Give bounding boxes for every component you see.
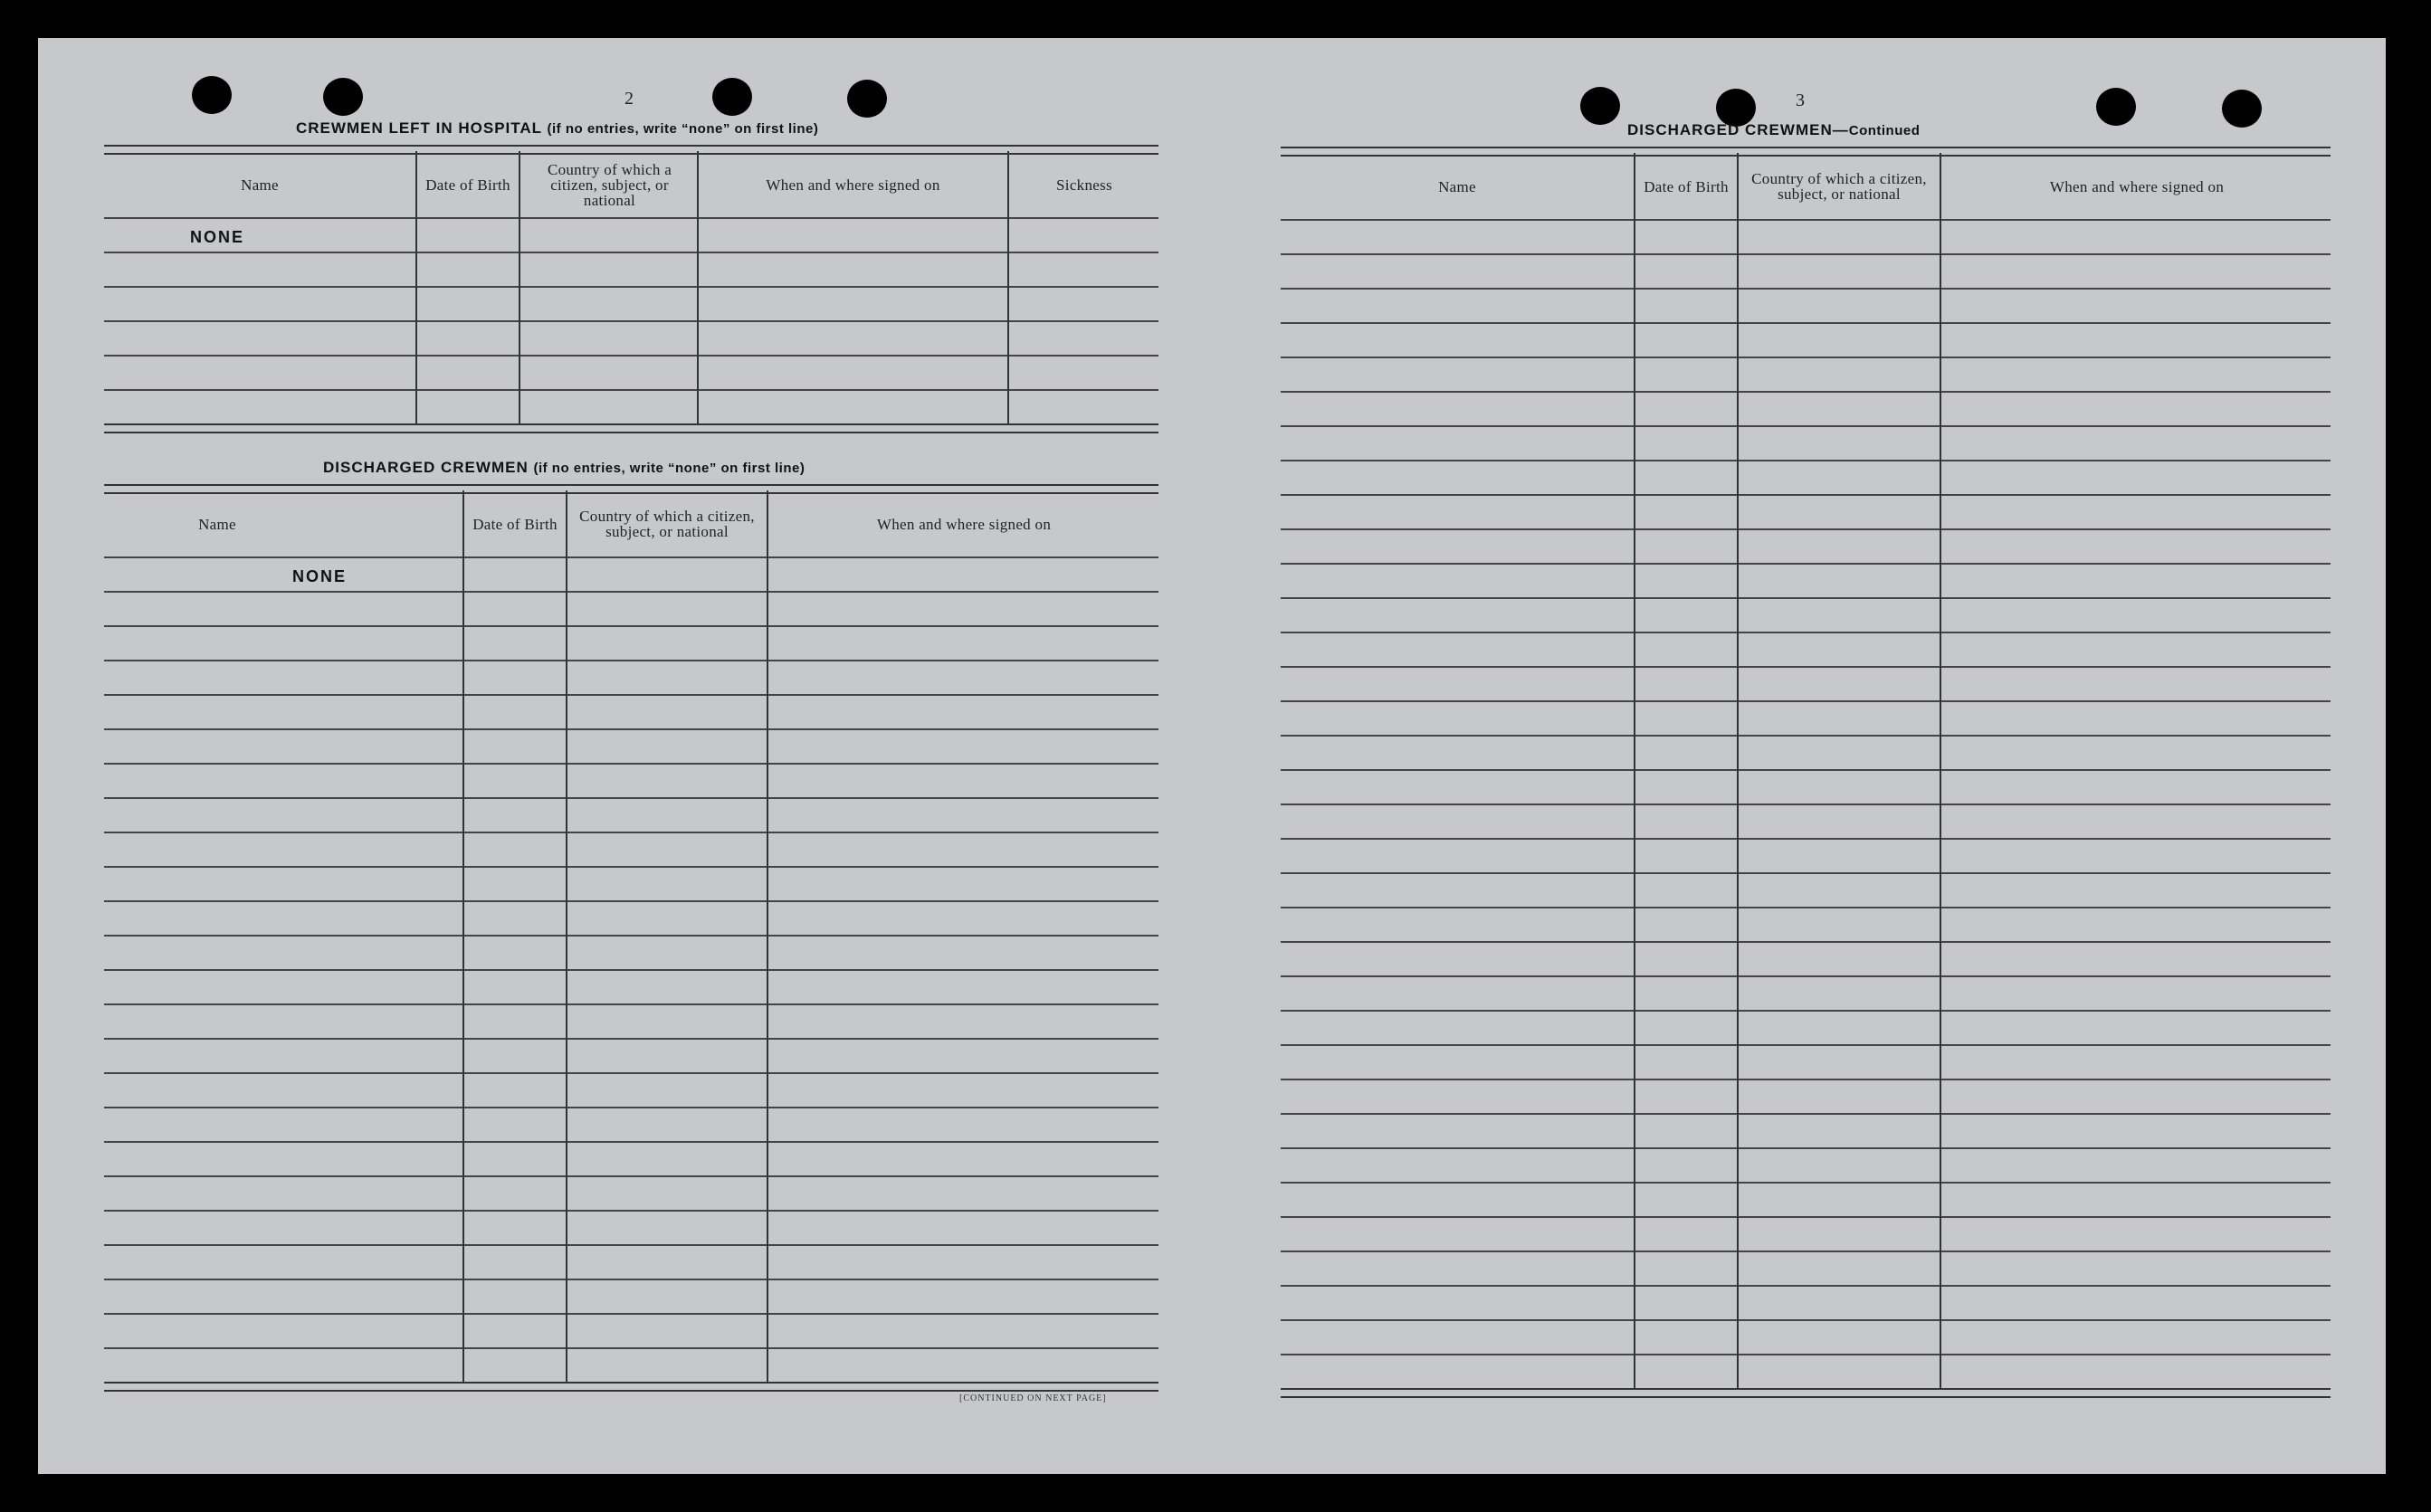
right-title-text: DISCHARGED CREWMEN— bbox=[1627, 121, 1849, 138]
punch-hole bbox=[712, 78, 752, 116]
hospital-entry-none: NONE bbox=[190, 228, 245, 246]
punch-hole bbox=[323, 78, 363, 116]
hospital-section-title bbox=[296, 119, 818, 138]
right-page bbox=[1229, 38, 2386, 1474]
discharged-title-text: DISCHARGED CREWMEN bbox=[323, 459, 529, 476]
col-header-name: Name bbox=[1438, 177, 1476, 195]
punch-hole bbox=[2096, 88, 2136, 126]
col-header-dob: Date of Birth bbox=[425, 176, 510, 194]
page-number: 3 bbox=[1796, 90, 1805, 110]
col-header-country: Country of which a citizen, subject, or national bbox=[1751, 170, 1927, 203]
discharged-continued-table bbox=[1281, 147, 2331, 1431]
continued-note: [CONTINUED ON NEXT PAGE] bbox=[959, 1393, 1107, 1403]
col-header-signed: When and where signed on bbox=[876, 515, 1052, 533]
discharged-title-instruction: (if no entries, write “none” on first line) bbox=[533, 461, 806, 476]
punch-hole bbox=[2222, 90, 2262, 128]
discharged-section-title bbox=[323, 459, 805, 477]
punch-hole bbox=[847, 80, 887, 118]
hospital-title-text: CREWMEN LEFT IN HOSPITAL bbox=[296, 119, 542, 137]
col-header-signed: When and where signed on bbox=[2049, 177, 2225, 195]
right-section-title bbox=[1627, 121, 1920, 139]
col-header-country: Country of which a citizen, subject, or national bbox=[579, 508, 755, 540]
col-header-name: Name bbox=[198, 515, 236, 533]
left-page bbox=[38, 38, 1229, 1474]
hospital-table bbox=[104, 145, 1158, 471]
col-header-sickness: Sickness bbox=[1056, 176, 1112, 194]
discharged-entry-none: NONE bbox=[292, 567, 348, 585]
col-header-name: Name bbox=[241, 176, 279, 194]
right-title-suffix: Continued bbox=[1848, 123, 1921, 138]
col-header-country: Country of which a citizen, subject, or national bbox=[547, 160, 672, 209]
discharged-table bbox=[104, 484, 1158, 1425]
page-number: 2 bbox=[624, 89, 634, 109]
col-header-dob: Date of Birth bbox=[472, 515, 558, 533]
col-header-dob: Date of Birth bbox=[1644, 177, 1729, 195]
hospital-title-instruction: (if no entries, write “none” on first line) bbox=[547, 121, 819, 137]
col-header-signed: When and where signed on bbox=[766, 176, 940, 194]
punch-hole bbox=[1580, 87, 1620, 125]
punch-hole bbox=[192, 76, 232, 114]
